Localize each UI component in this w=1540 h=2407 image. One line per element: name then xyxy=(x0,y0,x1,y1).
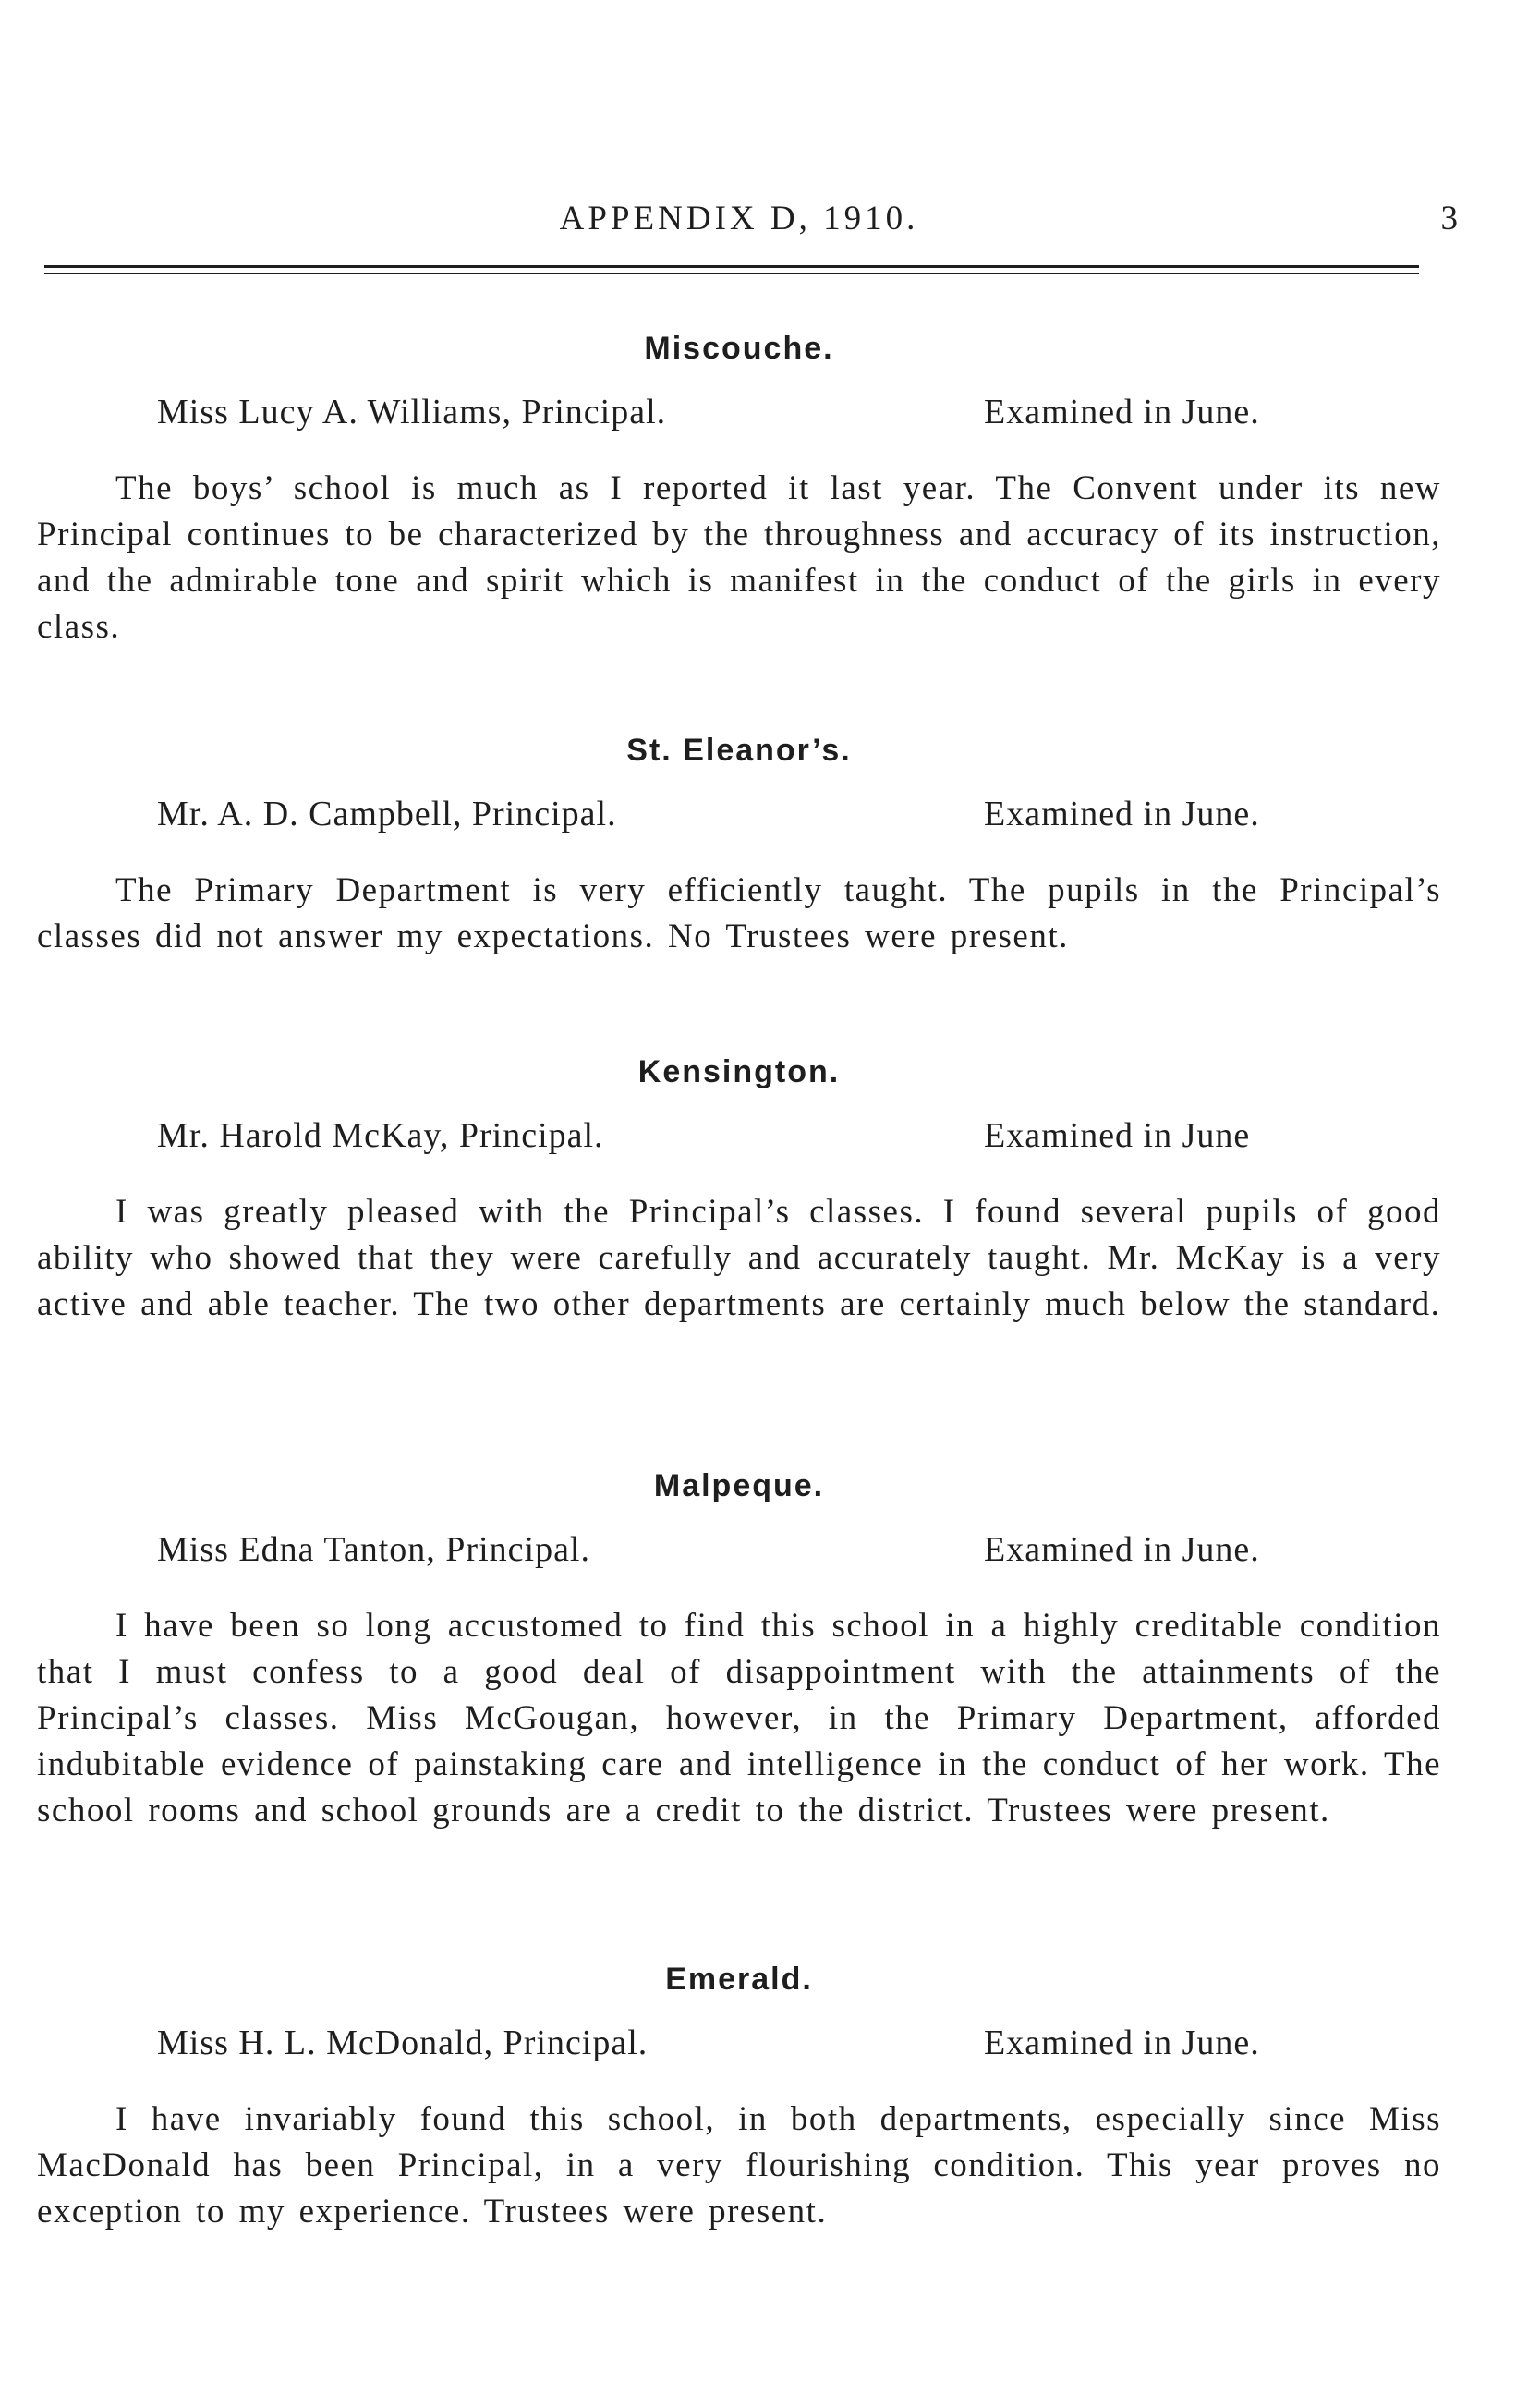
section-heading: Miscouche. xyxy=(644,331,834,366)
examined-date: Examined in June. xyxy=(984,1530,1260,1569)
section-body: I have been so long accustomed to find this school in a highly creditable condition that I must confess to a good deal of disappointment with the attainments of the Principal’s classes. Miss McGougan, however, in the Primary Department, afforded indubitable evidence of painstaking care and intelligence in the conduct of her work. The school rooms and school grounds are a credit to the district. Trustees were present. xyxy=(37,1607,1441,1830)
section-body: I was greatly pleased with the Principal’s classes. I found several pupils of good ability who showed that they were carefully and accurately taught. Mr. McKay is a very active and able teacher. The two other departments are certainly much below the standard. xyxy=(37,1193,1441,1323)
running-header xyxy=(37,189,1458,245)
section-st-eleanors xyxy=(37,727,1441,994)
section-kensington xyxy=(37,1049,1441,1362)
section-meta xyxy=(37,794,1441,849)
examined-date: Examined in June xyxy=(984,1116,1251,1155)
section-heading: St. Eleanor’s. xyxy=(626,733,852,768)
principal-name: Miss Lucy A. Williams, Principal. xyxy=(157,393,667,432)
section-emerald xyxy=(37,1956,1441,2269)
principal-name: Mr. A. D. Campbell, Principal. xyxy=(157,795,617,833)
principal-name: Mr. Harold McKay, Principal. xyxy=(157,1116,604,1155)
section-miscouche xyxy=(37,325,1441,685)
running-title: APPENDIX D, 1910. xyxy=(559,200,919,237)
section-meta xyxy=(37,1115,1441,1171)
examined-date: Examined in June. xyxy=(984,795,1260,833)
section-meta xyxy=(37,1529,1441,1585)
section-heading: Kensington. xyxy=(637,1054,841,1089)
examined-date: Examined in June. xyxy=(984,2024,1260,2062)
section-body: I have invariably found this school, in both departments, especially since Miss MacDonald has been Principal, in a very flourishing condition. This year proves no exception to my experience. Trustees were present. xyxy=(37,2100,1441,2231)
principal-name: Miss Edna Tanton, Principal. xyxy=(157,1530,590,1569)
examined-date: Examined in June. xyxy=(984,393,1260,432)
page-number: 3 xyxy=(1440,200,1458,237)
section-meta xyxy=(37,392,1441,447)
section-meta xyxy=(37,2023,1441,2078)
principal-name: Miss H. L. McDonald, Principal. xyxy=(157,2024,649,2062)
section-malpeque xyxy=(37,1463,1441,1868)
section-heading: Emerald. xyxy=(665,1962,813,1997)
section-body: The Primary Department is very efficiently taught. The pupils in the Principal’s classes did not answer my expectations. No Trustees were present. xyxy=(37,871,1441,955)
header-rule xyxy=(44,265,1419,274)
section-body: The boys’ school is much as I reported it last year. The Convent under its new Principal continues to be characterized by the throughness and accuracy of its instruction, and the admirable tone and spirit which is manifest in the conduct of the girls in every class. xyxy=(37,469,1441,646)
section-heading: Malpeque. xyxy=(653,1468,825,1503)
